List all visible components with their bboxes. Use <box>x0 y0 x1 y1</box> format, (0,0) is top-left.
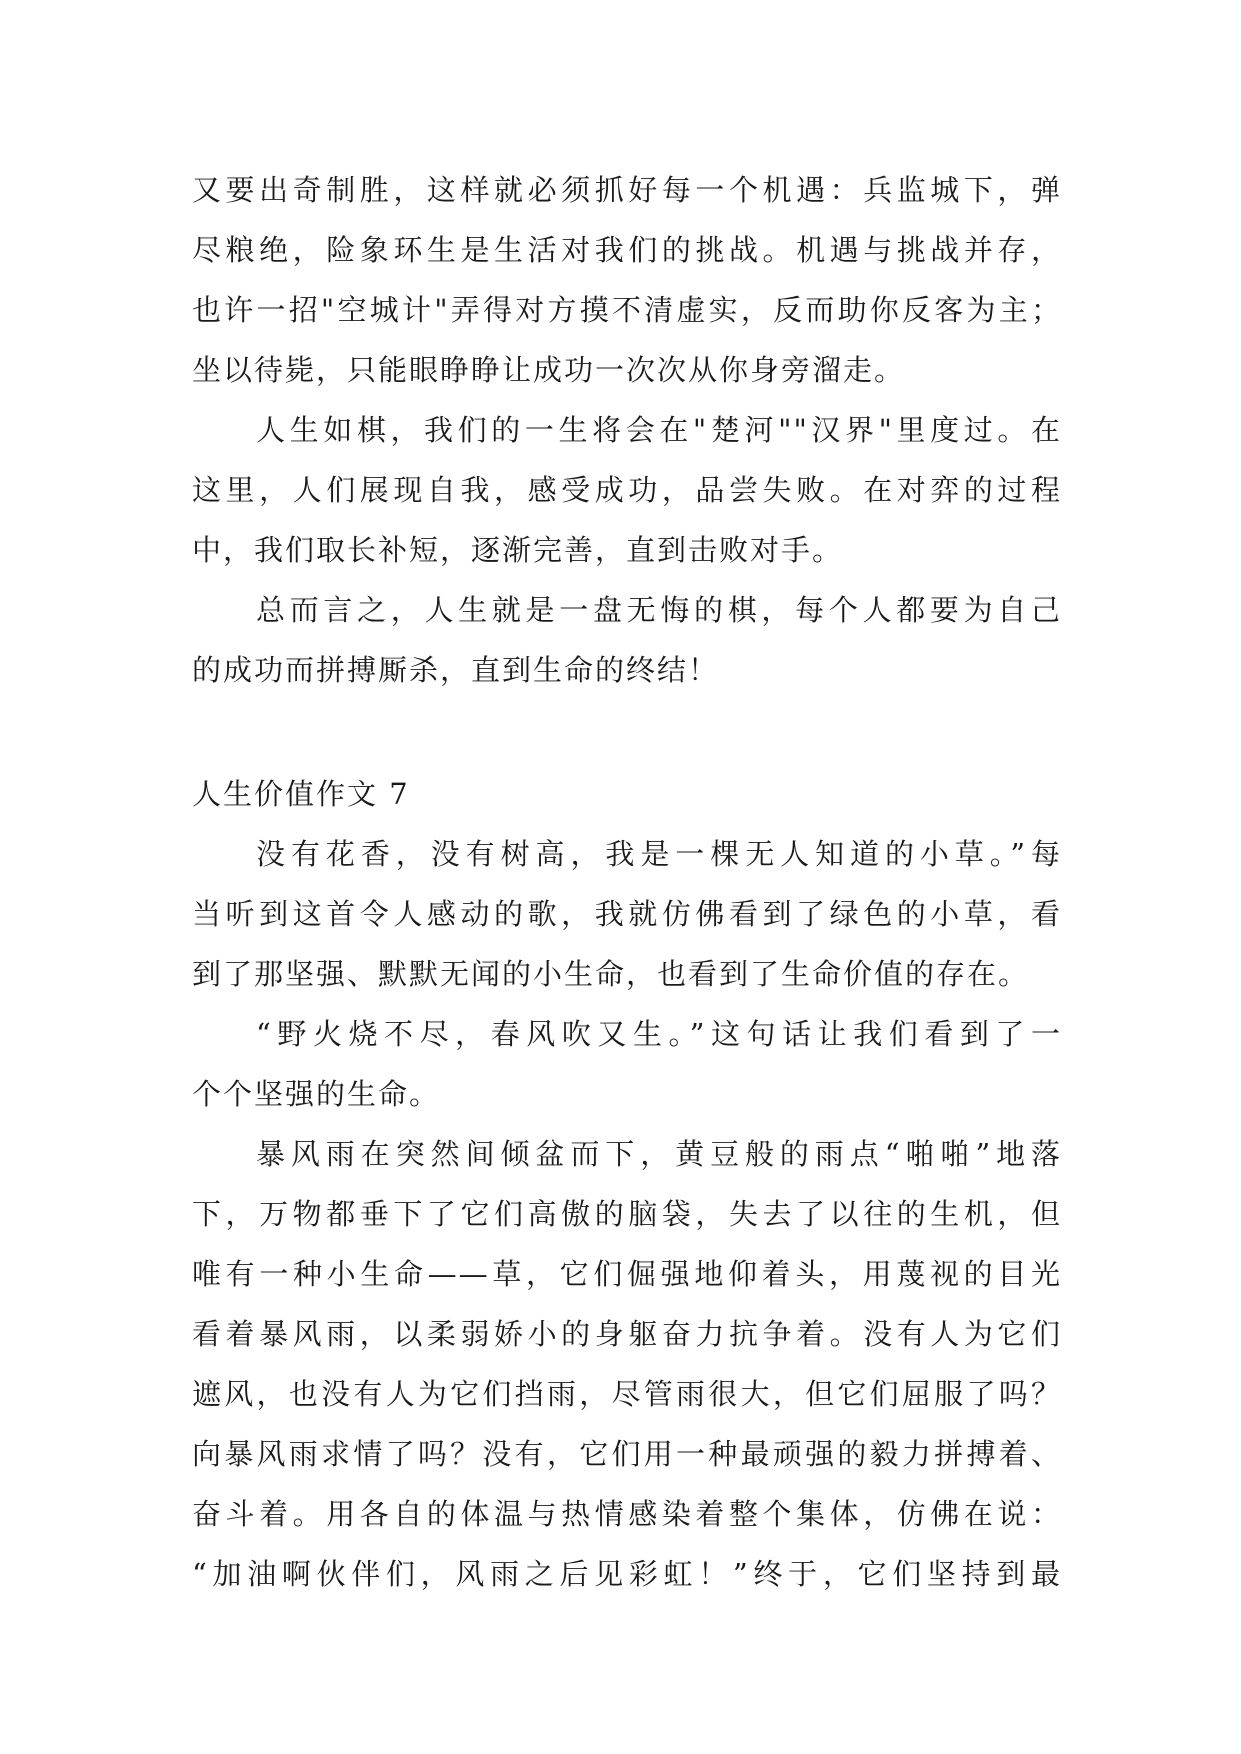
document-body <box>192 160 1062 1604</box>
essay-title: 人生价值作文 7 <box>192 777 410 811</box>
text-line: 看着暴风雨，以柔弱娇小的身躯奋力抗争着。没有人为它们 <box>192 1317 1062 1351</box>
text-line: 暴风雨在突然间倾盆而下，黄豆般的雨点“啪啪”地落 <box>256 1137 1062 1171</box>
text-line: 奋斗着。用各自的体温与热情感染着整个集体，仿佛在说： <box>192 1497 1062 1531</box>
text-line: 个个坚强的生命。 <box>192 1077 441 1111</box>
section-gap <box>192 700 1062 764</box>
text-line: 人生如棋，我们的一生将会在"楚河""汉界"里度过。在 <box>256 413 1062 447</box>
text-line: 也许一招"空城计"弄得对方摸不清虚实，反而助你反客为主； <box>192 293 1062 327</box>
paragraph-life-like-chess <box>192 400 1062 580</box>
paragraph-chess-strategy <box>192 160 1062 400</box>
text-line: 坐以待毙，只能眼睁睁让成功一次次从你身旁溜走。 <box>192 353 906 387</box>
paragraph-conclusion <box>192 580 1062 700</box>
text-line: 向暴风雨求情了吗？没有，它们用一种最顽强的毅力拼搏着、 <box>192 1437 1062 1471</box>
text-line: 到了那坚强、默默无闻的小生命，也看到了生命价值的存在。 <box>192 957 1030 991</box>
text-line: “野火烧不尽，春风吹又生。”这句话让我们看到了一 <box>256 1017 1062 1051</box>
text-line: 又要出奇制胜，这样就必须抓好每一个机遇：兵监城下，弹 <box>192 173 1062 207</box>
paragraph-grass-song <box>192 824 1062 1004</box>
text-line: 这里，人们展现自我，感受成功，品尝失败。在对弈的过程 <box>192 473 1062 507</box>
text-line: 下，万物都垂下了它们高傲的脑袋，失去了以往的生机，但 <box>192 1197 1062 1231</box>
text-line: 总而言之，人生就是一盘无悔的棋，每个人都要为自己 <box>256 593 1062 627</box>
text-line: 中，我们取长补短，逐渐完善，直到击败对手。 <box>192 533 844 567</box>
text-line: 唯有一种小生命——草，它们倔强地仰着头，用蔑视的目光 <box>192 1257 1062 1291</box>
text-line: 当听到这首令人感动的歌，我就仿佛看到了绿色的小草，看 <box>192 897 1062 931</box>
text-line: 的成功而拼搏厮杀，直到生命的终结！ <box>192 653 720 687</box>
text-line: 没有花香，没有树高，我是一棵无人知道的小草。”每 <box>256 837 1062 871</box>
text-line: 尽粮绝，险象环生是生活对我们的挑战。机遇与挑战并存， <box>192 233 1062 267</box>
paragraph-wildfire-quote <box>192 1004 1062 1124</box>
paragraph-storm <box>192 1124 1062 1604</box>
text-line: 遮风，也没有人为它们挡雨，尽管雨很大，但它们屈服了吗？ <box>192 1377 1062 1411</box>
text-line: “加油啊伙伴们，风雨之后见彩虹！”终于，它们坚持到最 <box>192 1557 1062 1591</box>
